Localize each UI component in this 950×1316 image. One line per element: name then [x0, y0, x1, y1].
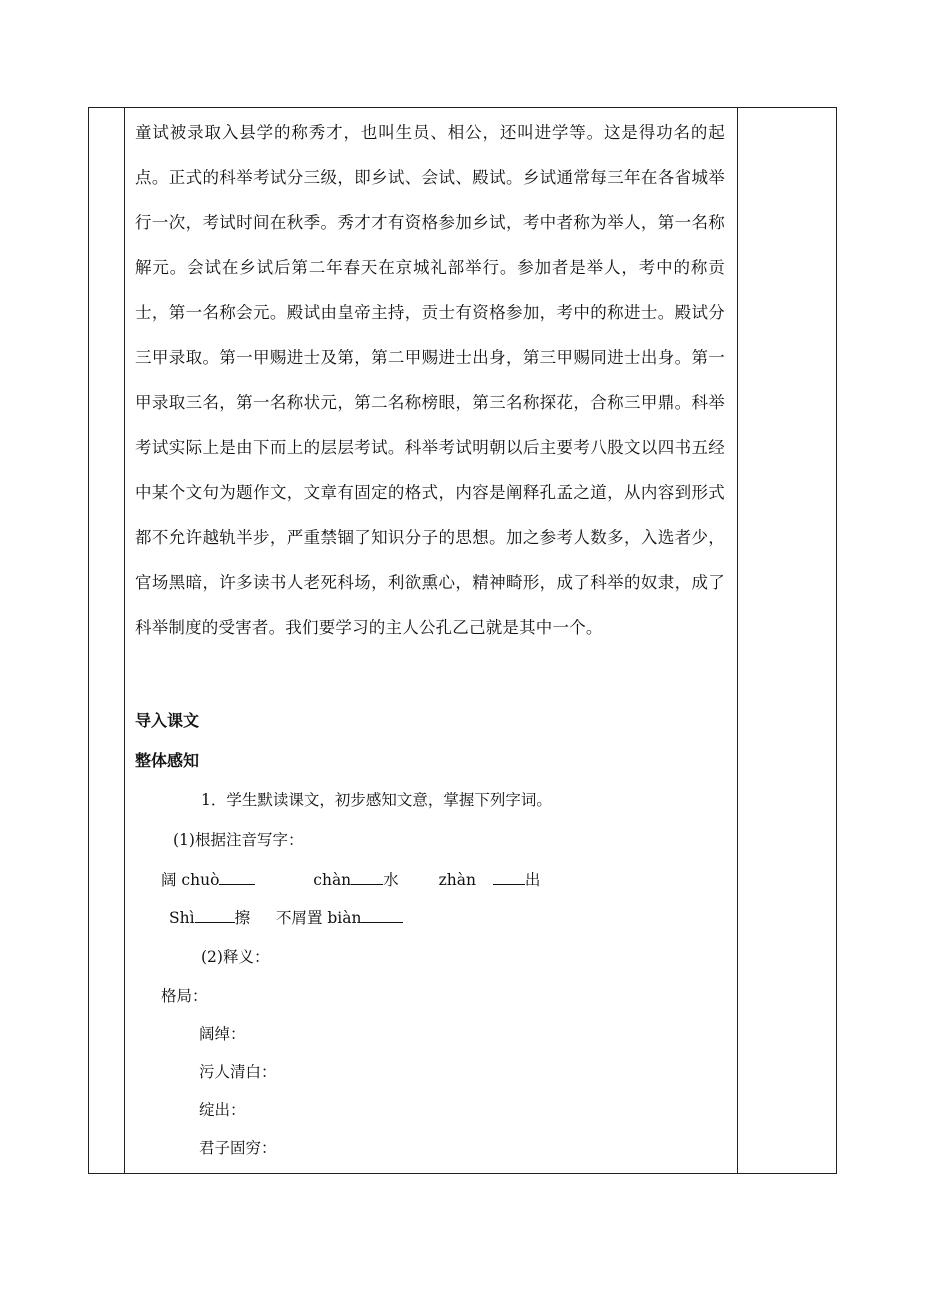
blank-d[interactable] — [195, 908, 235, 923]
blank-e[interactable] — [361, 908, 403, 923]
term-5: 君子固穷： — [199, 1139, 277, 1157]
pinyin-e: 不屑置 biàn — [275, 909, 362, 927]
term-3: 污人清白： — [199, 1063, 277, 1081]
pinyin-row-1 — [161, 868, 540, 890]
term-1: 格局： — [161, 987, 208, 1005]
blank-b[interactable] — [351, 870, 383, 885]
left-column-divider — [124, 108, 125, 1173]
right-column-divider — [737, 108, 738, 1173]
pinyin-b: chàn — [313, 871, 352, 889]
term-2: 阔绰： — [199, 1025, 246, 1043]
pinyin-c-suffix: 出 — [524, 871, 541, 889]
pinyin-row-2 — [169, 906, 403, 928]
heading-intro-lesson: 导入课文 — [135, 711, 200, 730]
pinyin-c: zhàn — [438, 871, 476, 889]
pinyin-d: Shì — [169, 909, 195, 927]
term-4: 绽出： — [199, 1101, 246, 1119]
intro-paragraph: 童试被录取入县学的称秀才，也叫生员、相公，还叫进学等。这是得功名的起点。正式的科举考试分三级，即乡试、会试、殿试。乡试通常每三年在各省城举行一次，考试时间在秋季。秀才才有资格参加乡试，考中者称为举人，第一名称解元。会试在乡试后第二年春天在京城礼部举行。参加者是举人，考中的称贡士，第一名称会元。殿试由皇帝主持，贡士有资格参加，考中的称进士。殿试分三甲录取。第一甲赐进士及第，第二甲赐进士出身，第三甲赐同进士出身。第一甲录取三名，第一名称状元，第二名称榜眼，第三名称探花，合称三甲鼎。科举考试实际上是由下而上的层层考试。科举考试明朝以后主要考八股文以四书五经中某个文句为题作文，文章有固定的格式，内容是阐释孔孟之道，从内容到形式都不允许越轨半步，严重禁锢了知识分子的思想。加之参考人数多，入选者少，官场黑暗，许多读书人老死科场，利欲熏心，精神畸形，成了科举的奴隶，成了科举制度的受害者。我们要学习的主人公孔乙己就是其中一个。 — [135, 123, 725, 637]
table-frame — [88, 107, 837, 1174]
task-1: 1．学生默读课文，初步感知文意，掌握下列字词。 — [201, 791, 552, 809]
pinyin-d-suffix: 擦 — [234, 909, 251, 927]
blank-c[interactable] — [493, 870, 525, 885]
heading-overall: 整体感知 — [135, 751, 200, 770]
pinyin-a: 阔 chuò — [161, 871, 220, 889]
sub-item-2: (2)释义： — [201, 948, 270, 966]
sub-item-1: (1)根据注音写字： — [173, 831, 304, 849]
pinyin-b-suffix: 水 — [383, 871, 399, 889]
blank-a[interactable] — [219, 870, 255, 885]
